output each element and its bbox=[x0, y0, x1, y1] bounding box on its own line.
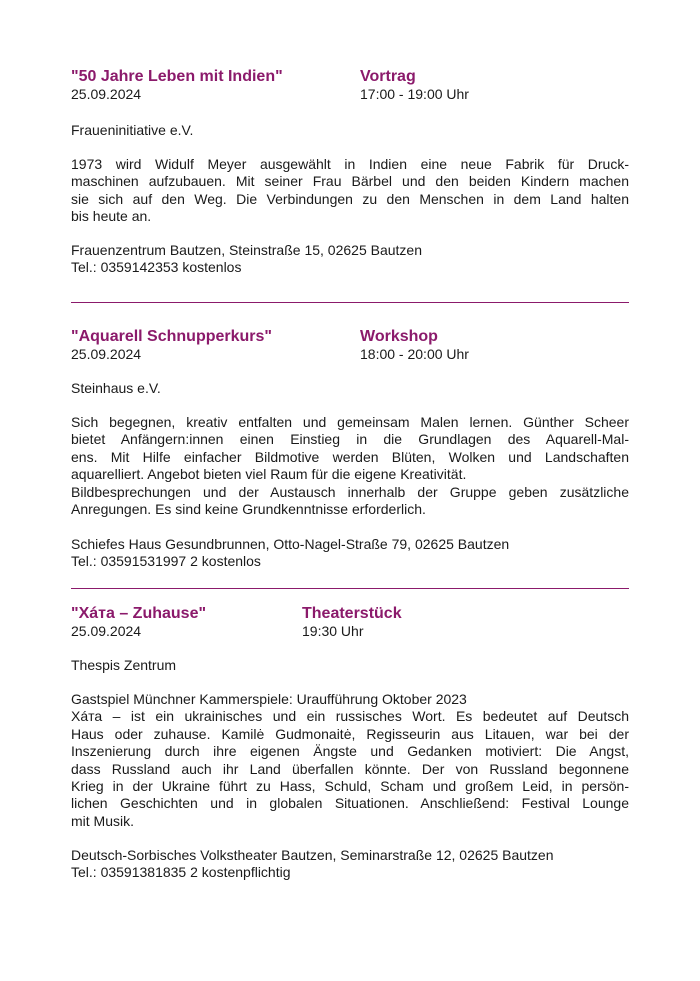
section-divider bbox=[71, 302, 629, 303]
event-description: Sich begegnen, kreativ entfalten und gemeinsam Malen lernen. Günther Scheer bietet Anfängern:innen einen Einstieg in die Grundlagen des Aquarell-Mal- ens. Mit Hilfe einfacher Bildmotive werden Blüten, Wolken und Landschaften aquarelliert. Angebot bieten viel Raum für die eigene Kreativität. Bildbesprechungen und der Austausch innerhalb der Gruppe geben zusätzliche Anregungen. Es sind keine Grundkenntnisse erforderlich. bbox=[71, 414, 629, 518]
event-title: "50 Jahre Leben mit Indien" bbox=[71, 68, 283, 85]
event-title: "Χáта – Zuhause" bbox=[71, 605, 207, 622]
event-time: 17:00 - 19:00 Uhr bbox=[360, 86, 469, 102]
event-description: Gastspiel Münchner Kammerspiele: Uraufführung Oktober 2023 Хáта – ist ein ukrainisches und ein russisches Wort. Es bedeutet auf Deutsch Haus oder zuhause. Kamilė Gudmonaitė, Regisseurin aus Litauen, war bei der Inszenierung durch ihre eigenen Ängste und Gedanken motiviert: Die Angst, dass Russland auch ihr Land überfallen könnte. Der von Russland begonnene Krieg in der Ukraine führt zu Hass, Schuld, Scham und großem Leid, in persön- lichen Geschichten und in globalen Situationen. Anschließend: Festival Lounge mit Musik. bbox=[71, 691, 629, 829]
event-type: Vortrag bbox=[360, 68, 416, 85]
event-time: 18:00 - 20:00 Uhr bbox=[360, 346, 469, 362]
event-date: 25.09.2024 bbox=[71, 86, 142, 102]
event-1 bbox=[71, 68, 629, 276]
event-3 bbox=[71, 605, 629, 881]
event-location: Deutsch-Sorbisches Volkstheater Bautzen, Seminarstraße 12, 02625 Bautzen Tel.: 03591381835 2 kostenpflichtig bbox=[71, 847, 554, 881]
event-title: "Aquarell Schnupperkurs" bbox=[71, 328, 272, 345]
event-date: 25.09.2024 bbox=[71, 623, 142, 639]
event-organizer: Thespis Zentrum bbox=[71, 657, 177, 673]
event-type: Theaterstück bbox=[302, 605, 402, 622]
event-time: 19:30 Uhr bbox=[302, 623, 364, 639]
event-organizer: Steinhaus e.V. bbox=[71, 380, 161, 396]
event-location: Frauenzentrum Bautzen, Steinstraße 15, 02625 Bautzen Tel.: 0359142353 kostenlos bbox=[71, 242, 422, 276]
event-date: 25.09.2024 bbox=[71, 346, 142, 362]
event-description: 1973 wird Widulf Meyer ausgewählt in Indien eine neue Fabrik für Druck- maschinen aufzubauen. Mit seiner Frau Bärbel und den beiden Kindern machen sie sich auf den Weg. Die Verbindungen zu den Menschen in dem Land halten bis heute an. bbox=[71, 156, 629, 225]
event-2 bbox=[71, 328, 629, 570]
event-type: Workshop bbox=[360, 328, 438, 345]
event-organizer: Fraueninitiative e.V. bbox=[71, 122, 194, 138]
event-location: Schiefes Haus Gesundbrunnen, Otto-Nagel-Straße 79, 02625 Bautzen Tel.: 03591531997 2 kostenlos bbox=[71, 536, 510, 570]
section-divider bbox=[71, 588, 629, 589]
